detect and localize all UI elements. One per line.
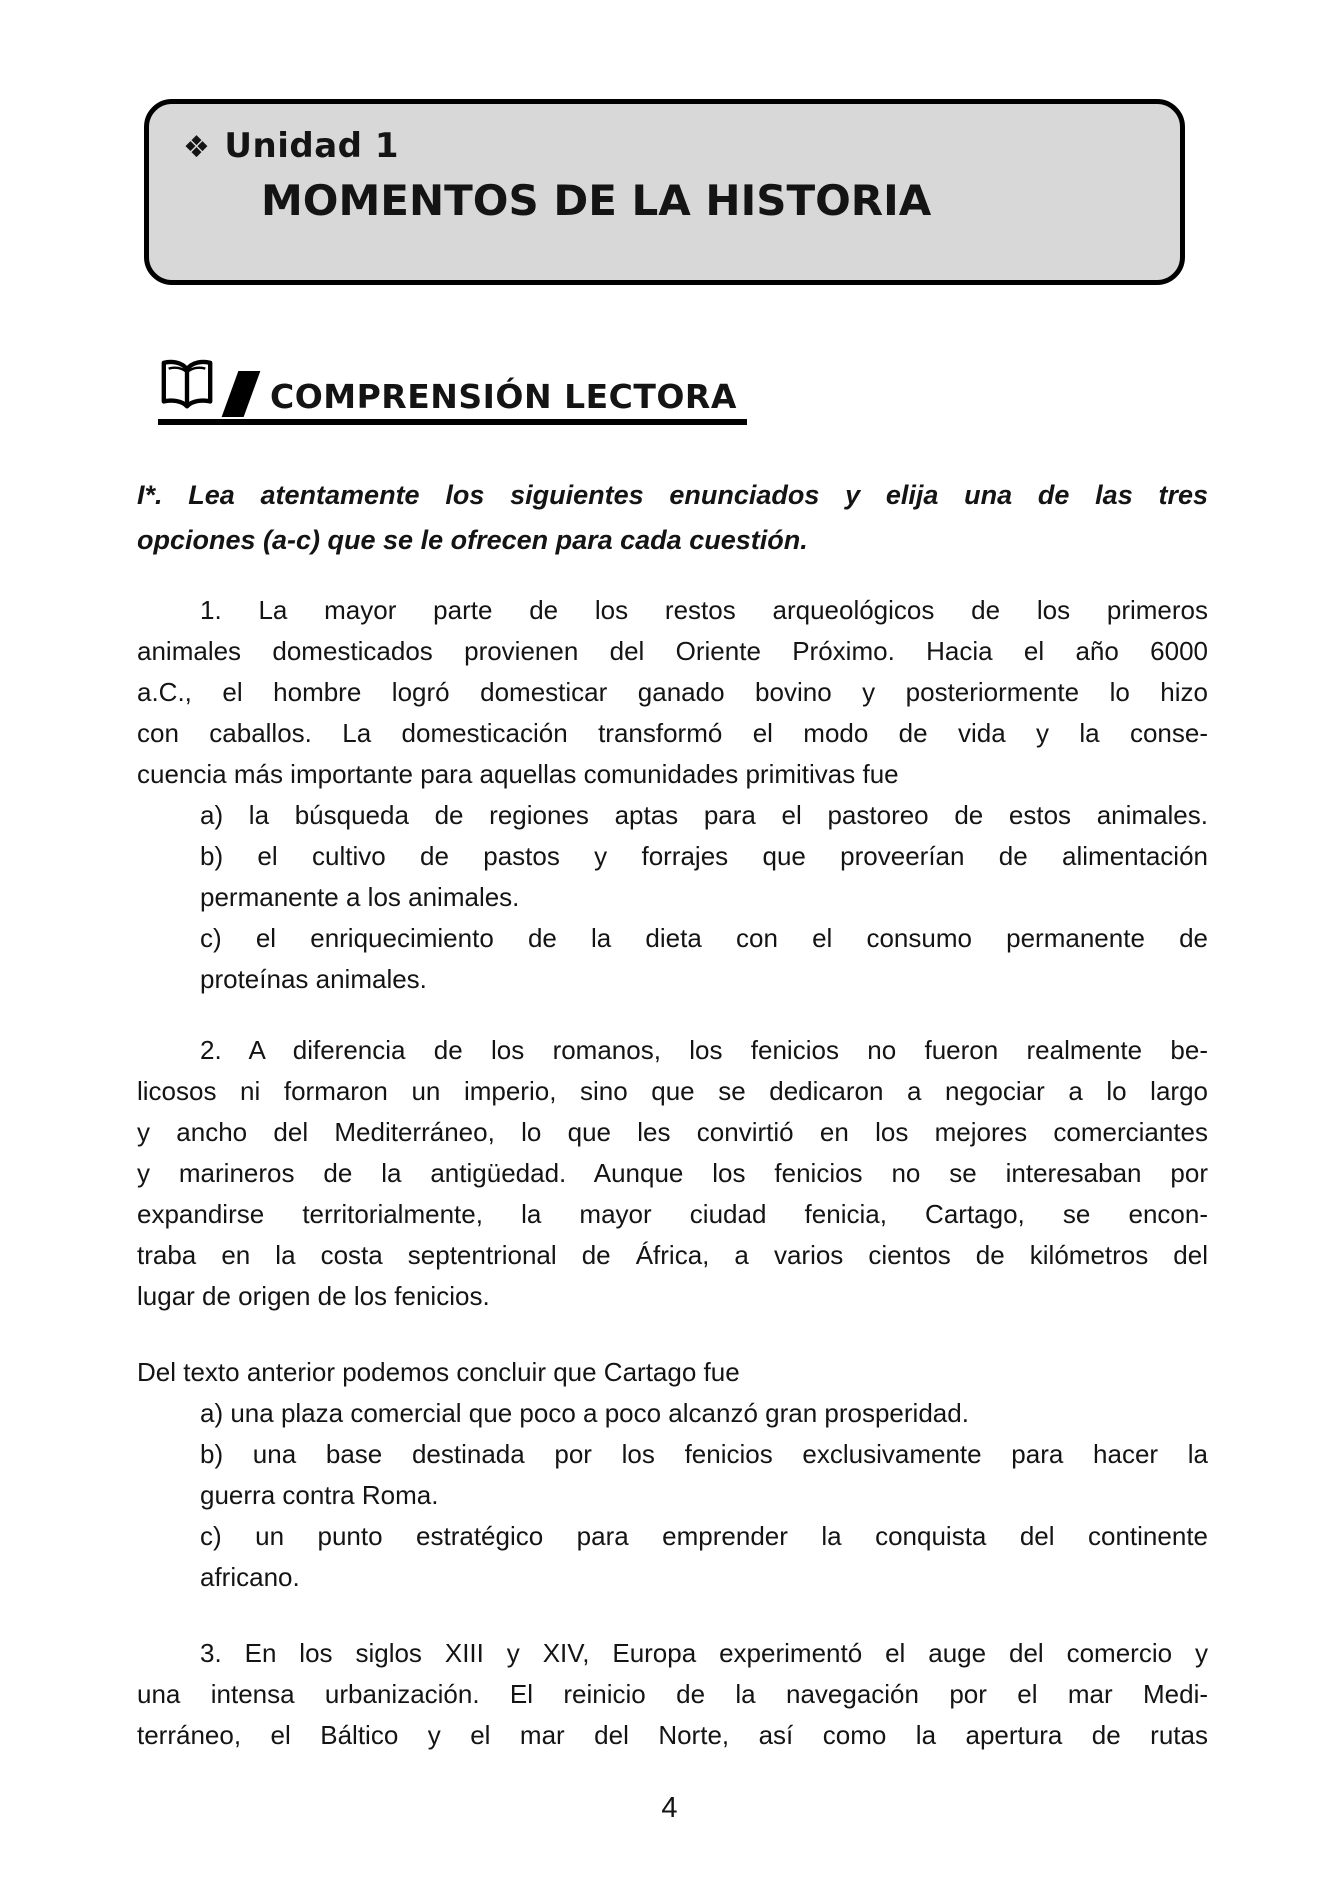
question-2-stem [137,1352,1208,1393]
open-book-icon [158,356,216,416]
question-2 [137,1030,1208,1317]
page-number: 4 [661,1792,678,1824]
text-line: 3. En los siglos XIII y XIV, Europa experimentó el auge del comercio y [200,1638,1208,1668]
unit-header-box [144,99,1185,285]
text-line: c) un punto estratégico para emprender la conquista del continente [200,1521,1208,1551]
text-line: b) una base destinada por los fenicios exclusivamente para hacer la [200,1439,1208,1469]
text-line: y ancho del Mediterráneo, lo que les convirtió en los mejores comerciantes [137,1117,1208,1147]
text-line: cuencia más importante para aquellas comunidades primitivas fue [137,759,899,789]
text-line: y marineros de la antigüedad. Aunque los fenicios no se interesaban por [137,1158,1208,1188]
unit-title: MOMENTOS DE LA HISTORIA [261,176,932,225]
text-line: expandirse territorialmente, la mayor ciudad fenicia, Cartago, se encon- [137,1199,1208,1229]
text-line: guerra contra Roma. [200,1480,439,1510]
question-1-option-c [137,918,1208,1000]
text-line: africano. [200,1562,300,1592]
unit-line [149,104,1180,166]
text-line: licosos ni formaron un imperio, sino que se dedicaron a negociar a lo largo [137,1076,1208,1106]
text-line: 1. La mayor parte de los restos arqueológicos de los primeros [200,595,1208,625]
text-line: a) una plaza comercial que poco a poco alcanzó gran prosperidad. [200,1398,969,1428]
question-2-option-a [137,1393,1208,1434]
instruction [137,473,1208,563]
question-2-option-c [137,1516,1208,1598]
question-2-option-b [137,1434,1208,1516]
text-line: c) el enriquecimiento de la dieta con el consumo permanente de [200,923,1208,953]
text-line: Del texto anterior podemos concluir que Cartago fue [137,1357,740,1387]
question-1 [137,590,1208,795]
text-line: con caballos. La domesticación transformó el modo de vida y la conse- [137,718,1208,748]
text-line: opciones (a-c) que se le ofrecen para cada cuestión. [137,525,808,555]
question-3 [137,1633,1208,1756]
text-line: una intensa urbanización. El reinicio de la navegación por el mar Medi- [137,1679,1208,1709]
text-line: animales domesticados provienen del Oriente Próximo. Hacia el año 6000 [137,636,1208,666]
body-content [137,473,1208,1756]
text-line: I*. Lea atentamente los siguientes enunciados y elija una de las tres [137,480,1208,510]
text-line: permanente a los animales. [200,882,520,912]
diamond-bullet-icon: ❖ [183,130,211,165]
text-line: terráneo, el Báltico y el mar del Norte, así como la apertura de rutas [137,1720,1208,1750]
unit-label: Unidad 1 [224,126,399,166]
pen-slash-icon [222,371,261,417]
text-line: a) la búsqueda de regiones aptas para el pastoreo de estos animales. [200,800,1208,830]
text-line: 2. A diferencia de los romanos, los fenicios no fueron realmente be- [200,1035,1208,1065]
question-1-option-b [137,836,1208,918]
question-1-option-a [137,795,1208,836]
section-heading [158,356,747,425]
text-line: lugar de origen de los fenicios. [137,1281,490,1311]
text-line: a.C., el hombre logró domesticar ganado bovino y posteriormente lo hizo [137,677,1208,707]
section-title: COMPRENSIÓN LECTORA [270,377,737,416]
text-line: b) el cultivo de pastos y forrajes que proveerían de alimentación [200,841,1208,871]
text-line: traba en la costa septentrional de África, a varios cientos de kilómetros del [137,1240,1208,1270]
text-line: proteínas animales. [200,964,427,994]
